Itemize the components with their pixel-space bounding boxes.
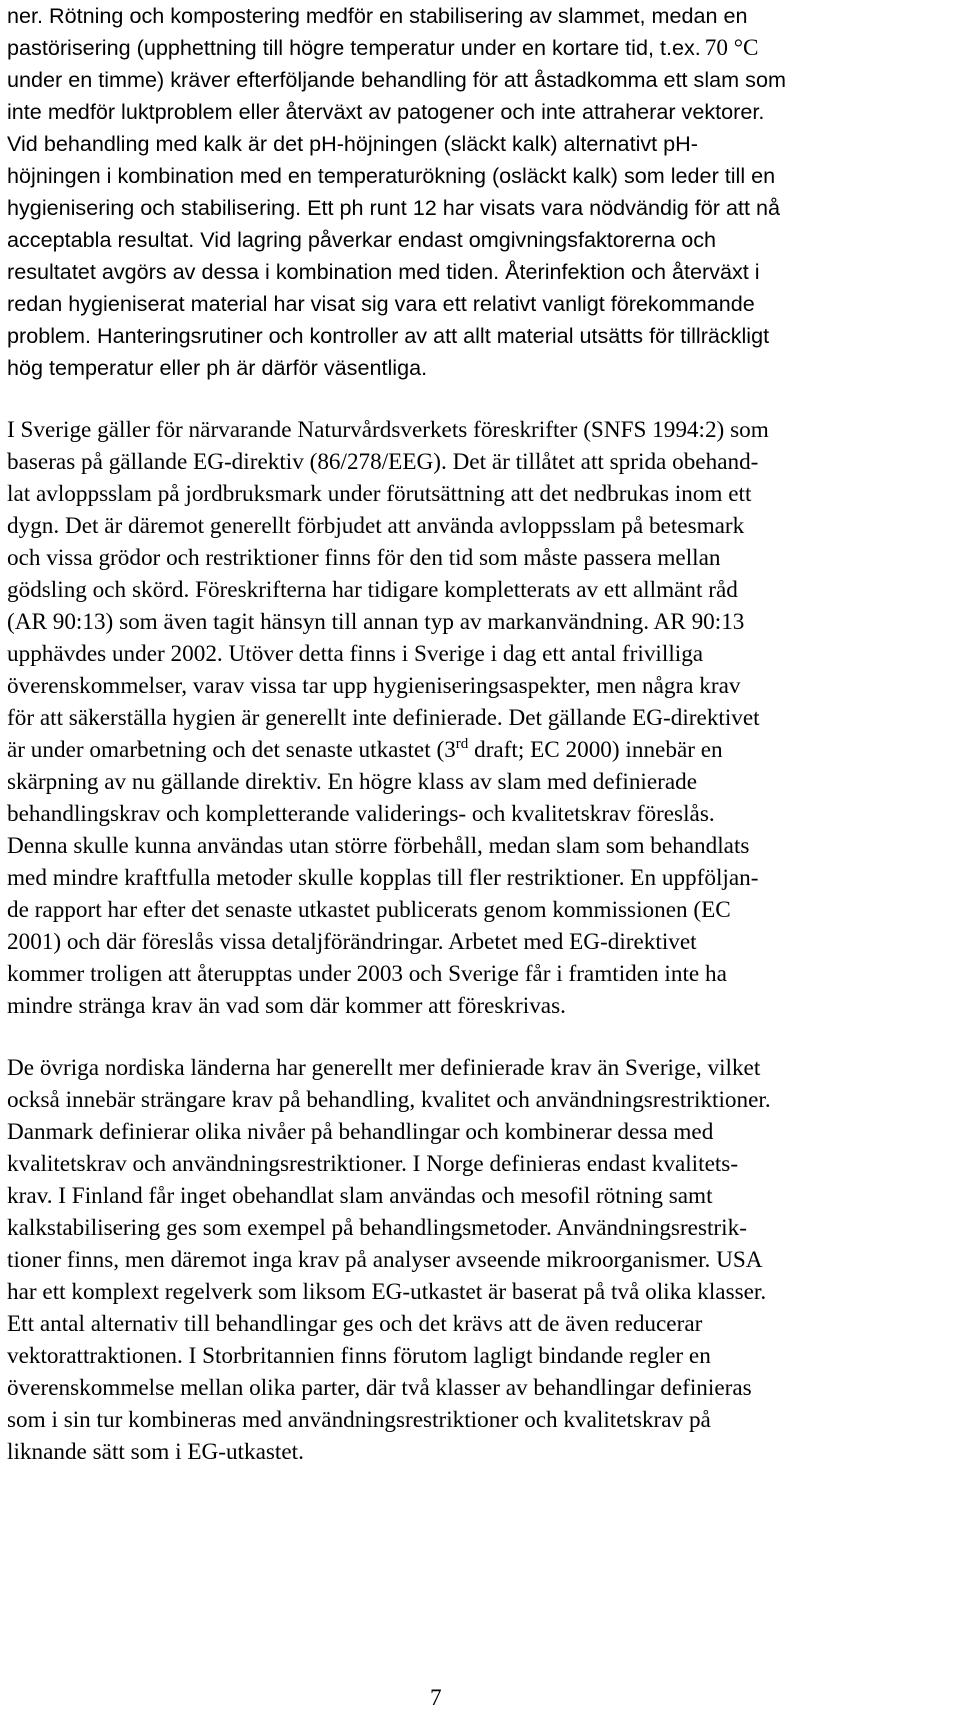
p1-line-8-text: acceptabla resultat. <box>7 227 195 252</box>
p2-line-13: behandlingskrav och kompletterande validerings- och kvalitetskrav föreslås. <box>7 801 715 827</box>
p2-line-17: 2001) och där föreslås vissa detaljförändringar. Arbetet med EG-direktivet <box>7 929 697 955</box>
p3-line-12: som i sin tur kombineras med användningsrestriktioner och kvalitetskrav på <box>7 1407 711 1433</box>
p3-line-5: krav. I Finland får inget obehandlat slam användas och mesofil rötning samt <box>7 1183 713 1209</box>
p2-line-9: överenskommelser, varav vissa tar upp hygieniseringsaspekter, men några krav <box>7 673 741 699</box>
p1-line-3: under en timme) kräver efterföljande behandling för att åstadkomma ett slam som <box>7 67 786 92</box>
p1-line-12: hög temperatur eller ph är därför väsentliga. <box>7 355 428 380</box>
p2-line-15: med mindre kraftfulla metoder skulle kopplas till fler restriktioner. En uppföljan- <box>7 865 759 891</box>
p2-line-3: lat avloppsslam på jordbruksmark under förutsättning att det nedbrukas inom ett <box>7 481 752 507</box>
page-number: 7 <box>430 1685 442 1711</box>
p1-line-5: Vid behandling med kalk är det pH-höjningen (släckt kalk) alternativt pH- <box>7 131 698 156</box>
p1-line-4: inte medför luktproblem eller återväxt av patogener och inte attraherar vektorer. <box>7 99 765 124</box>
p1-line-2-text: pastörisering (upphettning till högre temperatur under en kortare tid, t.ex. <box>7 35 701 60</box>
p3-line-4: kvalitetskrav och användningsrestriktioner. I Norge definieras endast kvalitets- <box>7 1151 739 1177</box>
p1-line-8 <box>7 224 716 256</box>
p3-line-3: Danmark definierar olika nivåer på behandlingar och kombinerar dessa med <box>7 1119 714 1145</box>
p2-line-19: mindre stränga krav än vad som där kommer att föreskrivas. <box>7 993 566 1019</box>
p1-line-9-text: resultatet avgörs av dessa i kombination med tiden. <box>7 259 500 284</box>
superscript-rd: rd <box>455 736 469 752</box>
p3-line-13: liknande sätt som i EG-utkastet. <box>7 1439 304 1465</box>
p2-line-8: upphävdes under 2002. Utöver detta finns i Sverige i dag ett antal frivilliga <box>7 641 704 667</box>
p3-line-10: vektorattraktionen. I Storbritannien finns förutom lagligt bindande regler en <box>7 1343 711 1369</box>
p1-line-7 <box>7 192 780 224</box>
p2-line-7: (AR 90:13) som även tagit hänsyn till annan typ av markanvändning. AR 90:13 <box>7 609 745 635</box>
p1-line-9 <box>7 256 760 288</box>
p3-line-6: kalkstabilisering ges som exempel på behandlingsmetoder. Användningsrestrik- <box>7 1215 747 1241</box>
p3-line-9: Ett antal alternativ till behandlingar ges och det krävs att de även reducerar <box>7 1311 703 1337</box>
p1-line-9-tail: Återinfektion och återväxt i <box>505 259 760 284</box>
p1-line-8-tail: Vid lagring påverkar endast omgivningsfaktorerna och <box>200 227 717 252</box>
p1-line-10: redan hygieniserat material har visat sig vara ett relativt vanligt förekommande <box>7 291 755 316</box>
p2-line-2: baseras på gällande EG-direktiv (86/278/EEG). Det är tillåtet att sprida obehand- <box>7 449 759 475</box>
p3-line-8: har ett komplext regelverk som liksom EG-utkastet är baserat på två olika klasser. <box>7 1279 767 1305</box>
p2-line-12: skärpning av nu gällande direktiv. En högre klass av slam med definierade <box>7 769 698 795</box>
p2-line-11 <box>7 734 723 766</box>
p2-line-11-tail: draft; EC 2000) innebär en <box>468 737 723 763</box>
p1-line-11-text: problem. <box>7 323 92 348</box>
p2-line-11-text: är under omarbetning och det senaste utkastet (3 <box>7 737 456 763</box>
p1-line-7-text: hygienisering och stabilisering. <box>7 195 302 220</box>
p3-line-7: tioner finns, men däremot inga krav på analyser avseende mikroorganismer. USA <box>7 1247 763 1273</box>
p1-line-2-temperature: 70 °C <box>704 35 759 61</box>
p1-line-1: ner. Rötning och kompostering medför en stabilisering av slammet, medan en <box>7 3 748 28</box>
p2-line-4: dygn. Det är däremot generellt förbjudet att använda avloppsslam på betesmark <box>7 513 745 539</box>
p2-line-5: och vissa grödor och restriktioner finns för den tid som måste passera mellan <box>7 545 721 571</box>
p2-line-16: de rapport har efter det senaste utkastet publicerats genom kommissionen (EC <box>7 897 731 923</box>
p1-line-2 <box>7 32 759 64</box>
p2-line-18: kommer troligen att återupptas under 2003 och Sverige får i framtiden inte ha <box>7 961 727 987</box>
p2-line-6: gödsling och skörd. Föreskrifterna har tidigare kompletterats av ett allmänt råd <box>7 577 738 603</box>
p1-line-11 <box>7 320 769 352</box>
p3-line-1: De övriga nordiska länderna har generellt mer definierade krav än Sverige, vilket <box>7 1055 761 1081</box>
p3-line-2: också innebär strängare krav på behandling, kvalitet och användningsrestriktioner. <box>7 1087 771 1113</box>
p2-line-14: Denna skulle kunna användas utan större förbehåll, medan slam som behandlats <box>7 833 750 859</box>
p1-line-7-tail: Ett ph runt 12 har visats vara nödvändig för att nå <box>307 195 781 220</box>
p2-line-1: I Sverige gäller för närvarande Naturvårdsverkets föreskrifter (SNFS 1994:2) som <box>7 417 769 443</box>
p1-line-6: höjningen i kombination med en temperaturökning (osläckt kalk) som leder till en <box>7 163 776 188</box>
p2-line-10: för att säkerställa hygien är generellt inte definierade. Det gällande EG-direktivet <box>7 705 760 731</box>
p3-line-11: överenskommelse mellan olika parter, där två klasser av behandlingar definieras <box>7 1375 752 1401</box>
p1-line-11-tail: Hanteringsrutiner och kontroller av att allt material utsätts för tillräckligt <box>97 323 770 348</box>
